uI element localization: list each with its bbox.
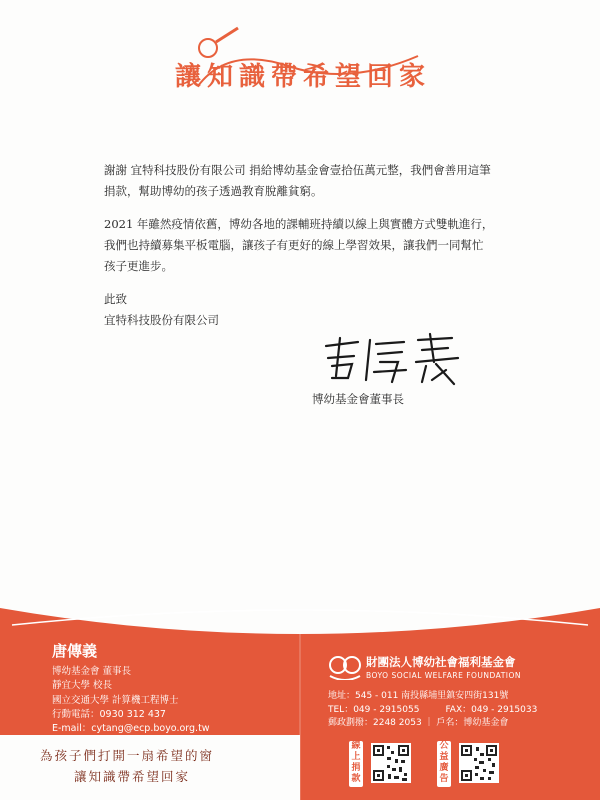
letter-closing: 此致 [104,292,127,306]
tag-char: 益 [439,752,449,762]
letter-paragraph-2: 2021 年雖然疫情依舊，博幼各地的課輔班持續以線上與實體方式雙軌進行，我們也持續募集平板電腦，讓孩子有更好的線上學習效果，讓我們一同幫忙孩子更進步。 [104,217,494,273]
tag-char: 告 [439,774,449,784]
foundation-postal: 郵政劃撥：2248 2053 ｜ 戶名：博幼基金會 [328,718,509,728]
signer-title: 博幼基金會董事長 [312,392,404,406]
footer-phone: 行動電話：0930 312 437 [52,708,166,720]
public-ad-tag [437,741,451,787]
header-logo [168,26,438,96]
online-donation-tag [349,741,363,787]
tag-char: 款 [351,774,361,784]
foundation-fax: FAX：049 - 2915033 [445,704,538,715]
footer-slogan-2: 讓知識帶希望回家 [74,769,191,784]
foundation-tel: TEL：049 - 2915055 [328,704,420,715]
foundation-name-en: BOYO SOCIAL WELFARE FOUNDATION [366,671,522,680]
foundation-name: 財團法人博幼社會福利基金會 [366,655,516,669]
footer-credential-line: 靜宜大學 校長 [52,680,113,692]
foundation-address: 地址：545 - 011 南投縣埔里鎮安四街131號 [328,691,509,701]
tag-char: 公 [439,741,449,751]
tag-char: 廣 [439,763,449,773]
ad-qr-code-icon[interactable] [459,743,499,783]
header-slogan: 讓知識帶希望回家 [174,62,431,92]
footer-slogan-1: 為孩子們打開一扇希望的窗 [40,748,215,763]
footer-email[interactable]: E-mail：cytang@ecp.boyo.org.tw [52,723,210,735]
tag-char: 捐 [351,763,361,773]
tag-char: 上 [351,752,361,762]
letter-recipient: 宜特科技股份有限公司 [104,313,219,327]
footer-credentials [52,665,210,736]
footer-credential-line: 博幼基金會 董事長 [52,666,132,677]
foundation-phones [328,704,537,718]
handwritten-signature [318,332,468,386]
letter-paragraph-1: 謝謝 宜特科技股份有限公司 捐給博幼基金會壹拾伍萬元整，我們會善用這筆捐款，幫助博幼的孩子透過教育脫離貧窮。 [104,163,491,198]
donation-qr-code-icon[interactable] [371,743,411,783]
letter-body [104,160,494,331]
footer-credential-line: 國立交通大學 計算機工程博士 [52,694,179,706]
footer-name: 唐傳義 [52,642,98,660]
tag-char: 線 [351,741,361,751]
foundation-logo-icon [328,654,362,680]
foundation-contact [328,690,537,731]
